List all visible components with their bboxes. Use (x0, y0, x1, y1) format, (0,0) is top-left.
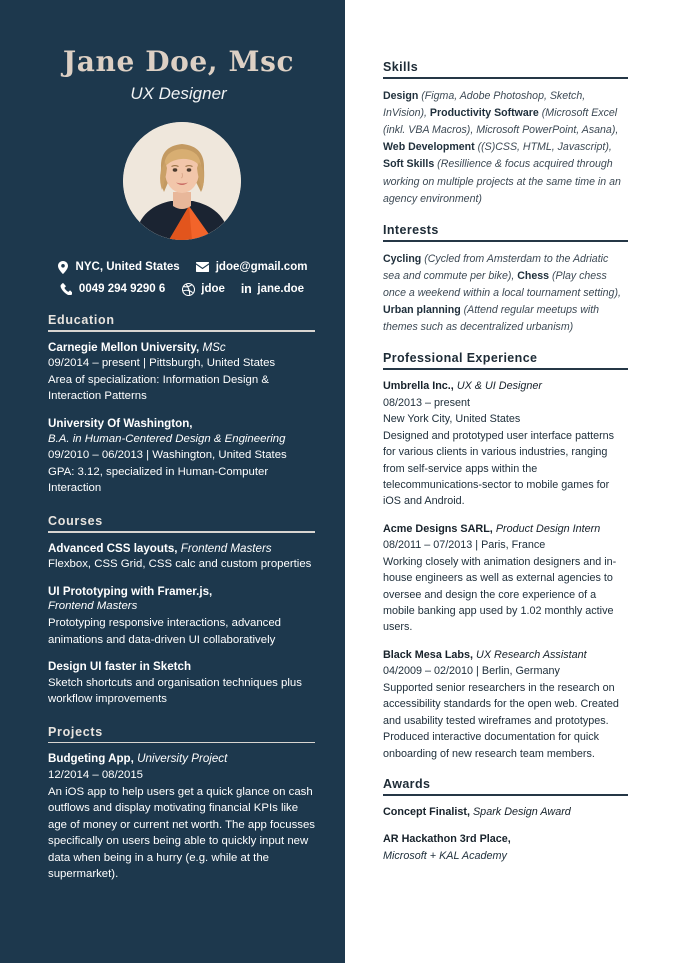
education-org (48, 340, 315, 356)
experience-entry (383, 379, 628, 509)
contact-dribbble[interactable] (181, 282, 225, 296)
divider (48, 531, 315, 533)
award-subtitle: Spark Design Award (472, 805, 571, 818)
experience-title-row (383, 522, 628, 538)
experience-title-row (383, 648, 628, 664)
section-heading-interests: Interests (383, 222, 439, 237)
project-subtitle: University Project (137, 752, 228, 766)
experience-dates: 08/2013 – present (383, 396, 471, 409)
skill-label: Web Development (383, 141, 475, 154)
course-title: Design UI faster in Sketch (48, 660, 192, 674)
interest-detail: (Cycled from Amsterdam to the Adriatic sea and commute per bike), (383, 252, 609, 282)
education-entry (48, 340, 315, 405)
section-heading-awards: Awards (383, 776, 431, 791)
experience-location: New York City, United States (383, 413, 521, 426)
award-entry (383, 805, 628, 821)
experience-role: UX Research Assistant (476, 648, 587, 661)
portrait-photo (123, 122, 241, 240)
divider (383, 240, 628, 242)
skill-label: Productivity Software (429, 106, 539, 119)
right-content-column (383, 60, 628, 879)
section-heading-experience: Professional Experience (383, 351, 538, 366)
interest-label: Urban planning (383, 304, 461, 317)
location-pin-icon (56, 260, 70, 274)
contact-email-label: jdoe@gmail.com (215, 261, 308, 274)
award-title: Concept Finalist, (383, 805, 470, 818)
project-title: Budgeting App, (48, 752, 134, 766)
contact-phone-label: 0049 294 9290 6 (78, 283, 166, 296)
experience-entry (383, 648, 628, 762)
award-subtitle: Microsoft + KAL Academy (383, 849, 507, 862)
experience-detail: Supported senior researchers in the research on accessibility standards for the open web. Created and usability tested wireframes and prototypes. Produced interactive documentation for quick onboarding of new research team members. (383, 681, 619, 760)
experience-entry (383, 522, 628, 636)
contact-row-2 (50, 282, 313, 296)
course-title-row (48, 541, 315, 557)
contact-email[interactable] (196, 260, 308, 274)
interests-paragraph (383, 251, 628, 337)
contact-linkedin[interactable] (241, 282, 304, 296)
section-projects (48, 725, 315, 883)
skill-detail: (Resillience & focus acquired through working on multiple projects at the same time in an agency environment) (383, 158, 621, 205)
section-skills (383, 60, 628, 208)
course-detail: Sketch shortcuts and organisation techniques plus workflow improvements (48, 676, 302, 706)
skill-label: Design (383, 89, 419, 102)
contact-phone[interactable] (59, 282, 165, 296)
section-awards (383, 777, 628, 864)
job-title: UX Designer (130, 84, 227, 104)
divider (48, 330, 315, 332)
interest-detail: (Attend regular meetups with themes such as decentralized urbanism) (383, 304, 600, 334)
contact-dribbble-label: jdoe (201, 283, 225, 296)
experience-org: Acme Designs SARL, (383, 522, 493, 535)
course-entry (48, 659, 315, 708)
experience-role: Product Design Intern (495, 522, 601, 535)
section-education (48, 313, 315, 497)
experience-title-row (383, 379, 628, 395)
dribbble-icon (181, 282, 195, 296)
page-title: Jane Doe, Msc (62, 45, 295, 78)
education-detail: GPA: 3.12, specialized in Human-Computer Interaction (48, 465, 269, 495)
envelope-icon (196, 260, 210, 274)
section-heading-projects: Projects (48, 724, 103, 739)
section-heading-education: Education (48, 313, 115, 328)
education-degree: MSc (202, 340, 226, 354)
linkedin-icon: in (240, 282, 252, 297)
course-title: Advanced CSS layouts, (48, 541, 178, 555)
divider (383, 794, 628, 796)
education-entry (48, 416, 315, 497)
divider (48, 742, 315, 744)
project-title-row (48, 751, 315, 767)
education-degree-line: B.A. in Human-Centered Design & Engineering (48, 432, 286, 445)
experience-org: Umbrella Inc., (383, 380, 454, 393)
skill-detail: (Microsoft Excel (inkl. VBA Macros), Microsoft PowerPoint, Asana), (383, 106, 619, 137)
course-title: UI Prototyping with Framer.js, (48, 584, 213, 598)
project-dates: 12/2014 – 08/2015 (48, 769, 144, 782)
course-provider: Frontend Masters (180, 541, 272, 555)
course-detail: Prototyping responsive interactions, advanced animations and data-driven UI collaboratively (48, 617, 282, 646)
experience-role: UX & UI Designer (456, 380, 543, 393)
skill-label: Soft Skills (383, 158, 435, 171)
interest-label: Chess (517, 269, 550, 282)
course-detail: Flexbox, CSS Grid, CSS calc and custom properties (48, 558, 312, 571)
education-org-name: University Of Washington, (48, 417, 193, 431)
phone-icon (59, 282, 73, 296)
section-heading-courses: Courses (48, 513, 103, 528)
contact-location[interactable] (56, 260, 180, 274)
award-title (383, 832, 628, 848)
course-entry (48, 541, 315, 573)
skill-detail: ((S)CSS, HTML, Javascript), (477, 141, 612, 154)
experience-detail: Designed and prototyped user interface patterns for various clients in various industries, ranging from self-service apps within the telecommunications-sector to mobile games for iOS and Android. (383, 429, 615, 508)
education-dates: 09/2014 – present | Pittsburgh, United States (48, 357, 276, 370)
award-entry (383, 832, 628, 864)
skill-detail: (Figma, Adobe Photoshop, Sketch, InVision), (383, 89, 586, 119)
education-dates: 09/2010 – 06/2013 | Washington, United States (48, 449, 287, 462)
project-entry (48, 751, 315, 882)
section-heading-skills: Skills (383, 60, 419, 74)
project-detail: An iOS app to help users get a quick glance on cash outflows and display motivating financial KPIs like age of money or current net worth. The app focusses specifically on users being able to quickly input new data when being in a hurry (e.g. while at the supermarket). (48, 785, 315, 881)
interest-detail: (Play chess once a weekend within a local tournament setting), (383, 269, 621, 299)
experience-dates: 08/2011 – 07/2013 | Paris, France (383, 539, 546, 552)
section-courses (48, 514, 315, 708)
contact-row-1 (50, 260, 313, 274)
section-professional-experience (383, 351, 628, 761)
experience-detail: Working closely with animation designers and in-house engineers as well as external agencies to oversee and design the core experience of a mobile banking app used by 1.02 monthly active users. (383, 555, 617, 634)
course-provider: Frontend Masters (48, 600, 138, 613)
avatar (123, 122, 241, 240)
contact-linkedin-label: jane.doe (257, 283, 305, 296)
experience-dates: 04/2009 – 02/2010 | Berlin, Germany (383, 665, 560, 678)
award-title-row (383, 805, 628, 821)
section-interests (383, 223, 628, 337)
education-detail: Area of specialization: Information Design & Interaction Patterns (48, 373, 269, 403)
experience-org: Black Mesa Labs, (383, 648, 474, 661)
contact-location-label: NYC, United States (75, 261, 180, 274)
divider (383, 368, 628, 370)
course-entry (48, 584, 315, 648)
interest-label: Cycling (383, 252, 422, 265)
skills-paragraph (383, 88, 628, 208)
education-org-name: Carnegie Mellon University, (48, 340, 200, 354)
divider (383, 77, 628, 79)
contact-info (48, 260, 315, 296)
award-title-text: AR Hackathon 3rd Place, (383, 833, 511, 846)
